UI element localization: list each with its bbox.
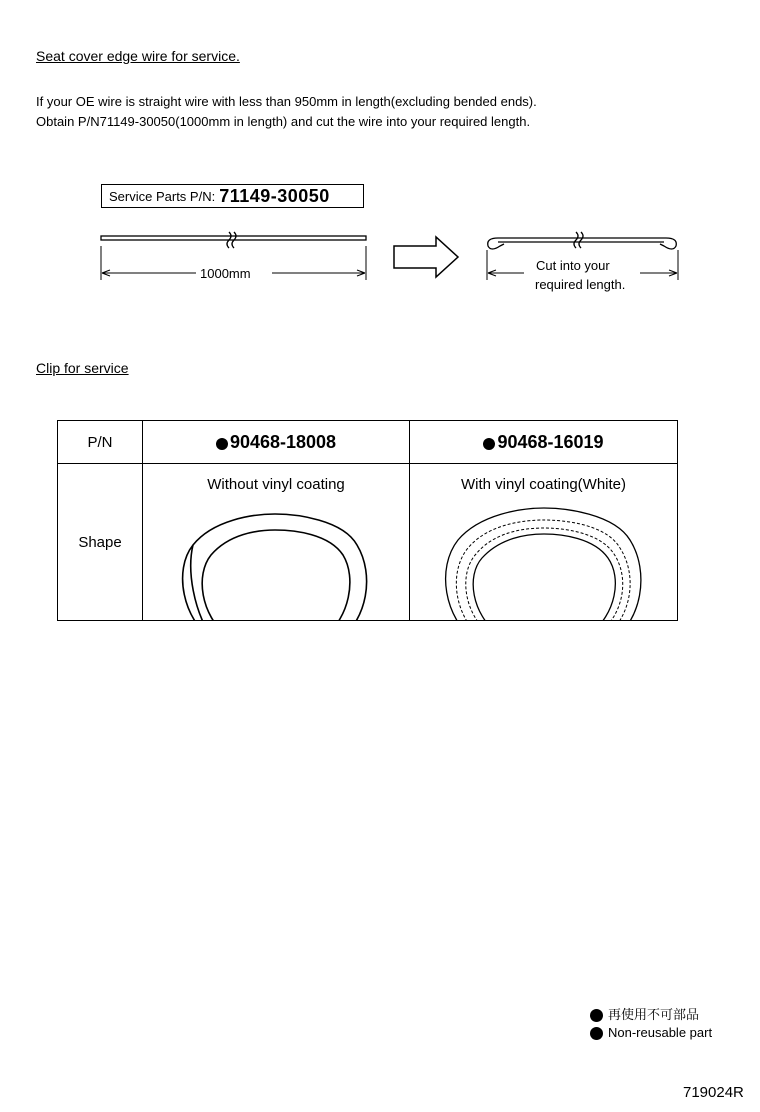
shape-cell-2	[410, 464, 678, 621]
cut-label-line1: Cut into your	[536, 258, 610, 273]
bent-wire	[488, 232, 677, 249]
shape-cell-1	[143, 464, 410, 621]
service-parts-number: 71149-30050	[219, 185, 330, 206]
cut-label-line2: required length.	[535, 277, 626, 292]
clip-table	[57, 420, 678, 621]
arrow-icon	[394, 237, 458, 277]
caption-1: Without vinyl coating	[207, 476, 345, 493]
legend-english	[590, 1025, 712, 1040]
pn-cell-1	[143, 421, 410, 464]
straight-wire	[101, 232, 366, 248]
non-reusable-dot-icon	[590, 1027, 603, 1040]
wire-note-line2: Obtain P/N71149-30050(1000mm in length) and cut the wire into your required length.	[36, 114, 531, 129]
legend-japanese	[590, 1004, 699, 1023]
clip-uncoated-drawing	[143, 500, 409, 620]
diagram-code: 719024R	[683, 1084, 744, 1101]
non-reusable-dot-icon	[216, 438, 228, 450]
caption-2: With vinyl coating(White)	[460, 476, 627, 493]
service-parts-label: Service Parts P/N:	[109, 188, 216, 204]
legend-japanese-text: 再使用不可部品	[608, 1007, 700, 1022]
legend-english-text: Non-reusable part	[608, 1025, 713, 1040]
shape-header: Shape	[78, 533, 122, 551]
non-reusable-dot-icon	[590, 1009, 603, 1022]
non-reusable-dot-icon	[483, 438, 495, 450]
pn-header-cell	[58, 421, 143, 464]
clip-section-heading: Clip for service	[36, 360, 129, 376]
pn-header: P/N	[87, 433, 113, 451]
shape-header-cell	[58, 464, 143, 621]
part-number-1: 90468-18008	[229, 431, 337, 452]
wire-section-heading: Seat cover edge wire for service.	[36, 48, 240, 64]
wire-note-line1: If your OE wire is straight wire with less than 950mm in length(excluding bended ends).	[36, 94, 537, 109]
pn-cell-2	[410, 421, 678, 464]
part-number-2: 90468-16019	[497, 431, 604, 452]
length-label: 1000mm	[200, 266, 251, 281]
clip-coated-drawing	[410, 500, 677, 620]
